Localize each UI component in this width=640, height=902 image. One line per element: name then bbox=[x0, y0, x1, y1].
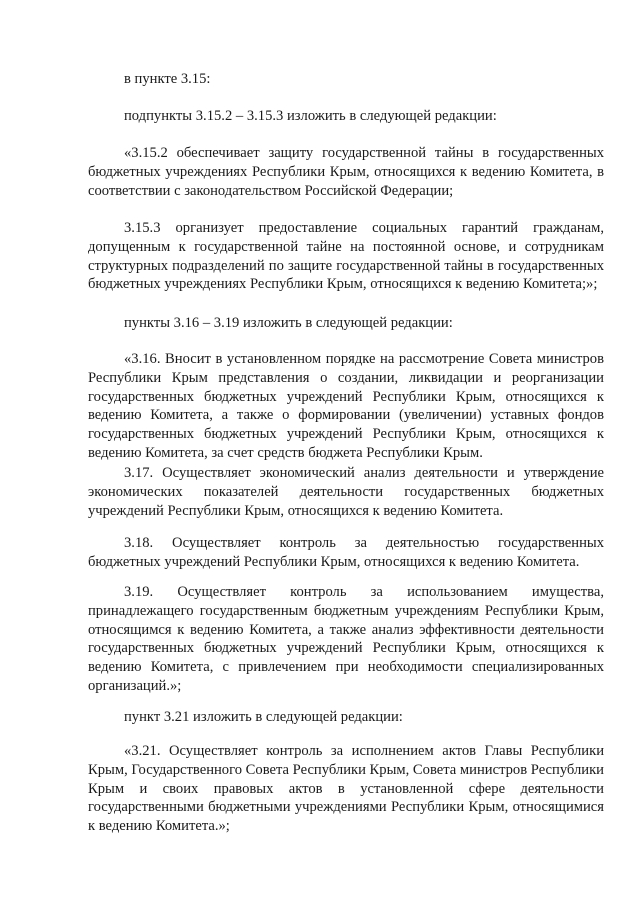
paragraph-subpoints-heading: подпункты 3.15.2 – 3.15.3 изложить в следующей редакции: bbox=[124, 108, 497, 124]
paragraph-3-18: 3.18. Осуществляет контроль за деятельностью государственных бюджетных учреждений Республики Крым, относящихся к ведению Комитета. bbox=[88, 535, 604, 570]
paragraph-point-3-21-heading: пункт 3.21 изложить в следующей редакции: bbox=[124, 709, 403, 725]
paragraph-points-heading: пункты 3.16 – 3.19 изложить в следующей редакции: bbox=[124, 315, 453, 331]
paragraph-3-15-2: «3.15.2 обеспечивает защиту государственной тайны в государственных бюджетных учреждениях Республики Крым, относящихся к ведению Комитета, в соответствии с законодательством Российской Федерации; bbox=[88, 145, 604, 199]
paragraph-3-21: «3.21. Осуществляет контроль за исполнением актов Главы Республики Крым, Государственного Совета Республики Крым, Совета министров Республики Крым и своих правовых актов в установленной сфере деятельности государственными бюджетными учреждениями Республики Крым, относящимися к ведению Комитета.»; bbox=[88, 743, 604, 835]
paragraph-3-17: 3.17. Осуществляет экономический анализ деятельности и утверждение экономических показателей деятельности государственных бюджетных учреждений Республики Крым, относящихся к ведению Комитета. bbox=[88, 465, 604, 519]
paragraph-3-15-3: 3.15.3 организует предоставление социальных гарантий гражданам, допущенным к государственной тайне на постоянной основе, и сотрудникам структурных подразделений по защите государственной тайны в государственных бюджетных учреждениях Республики Крым, относящихся к ведению Комитета;»; bbox=[88, 220, 604, 293]
paragraph-3-19: 3.19. Осуществляет контроль за использованием имущества, принадлежащего государственным бюджетным учреждениям Республики Крым, относящимся к ведению Комитета, а также анализ эффективности деятельности государственных бюджетных учреждений Республики Крым, относящихся к ведению Комитета, с привлечением при необходимости специализированных организаций.»; bbox=[88, 584, 604, 694]
paragraph-intro-3-15: в пункте 3.15: bbox=[124, 71, 211, 87]
paragraph-3-16: «3.16. Вносит в установленном порядке на рассмотрение Совета министров Республики Крым представления о создании, ликвидации и реорганизации государственных бюджетных учреждений Республики Крым, относящихся к ведению Комитета, а также о формировании (увеличении) уставных фондов государственных бюджетных учреждений Республики Крым, относящихся к ведению Комитета, за счет средств бюджета Республики Крым. bbox=[88, 351, 604, 461]
